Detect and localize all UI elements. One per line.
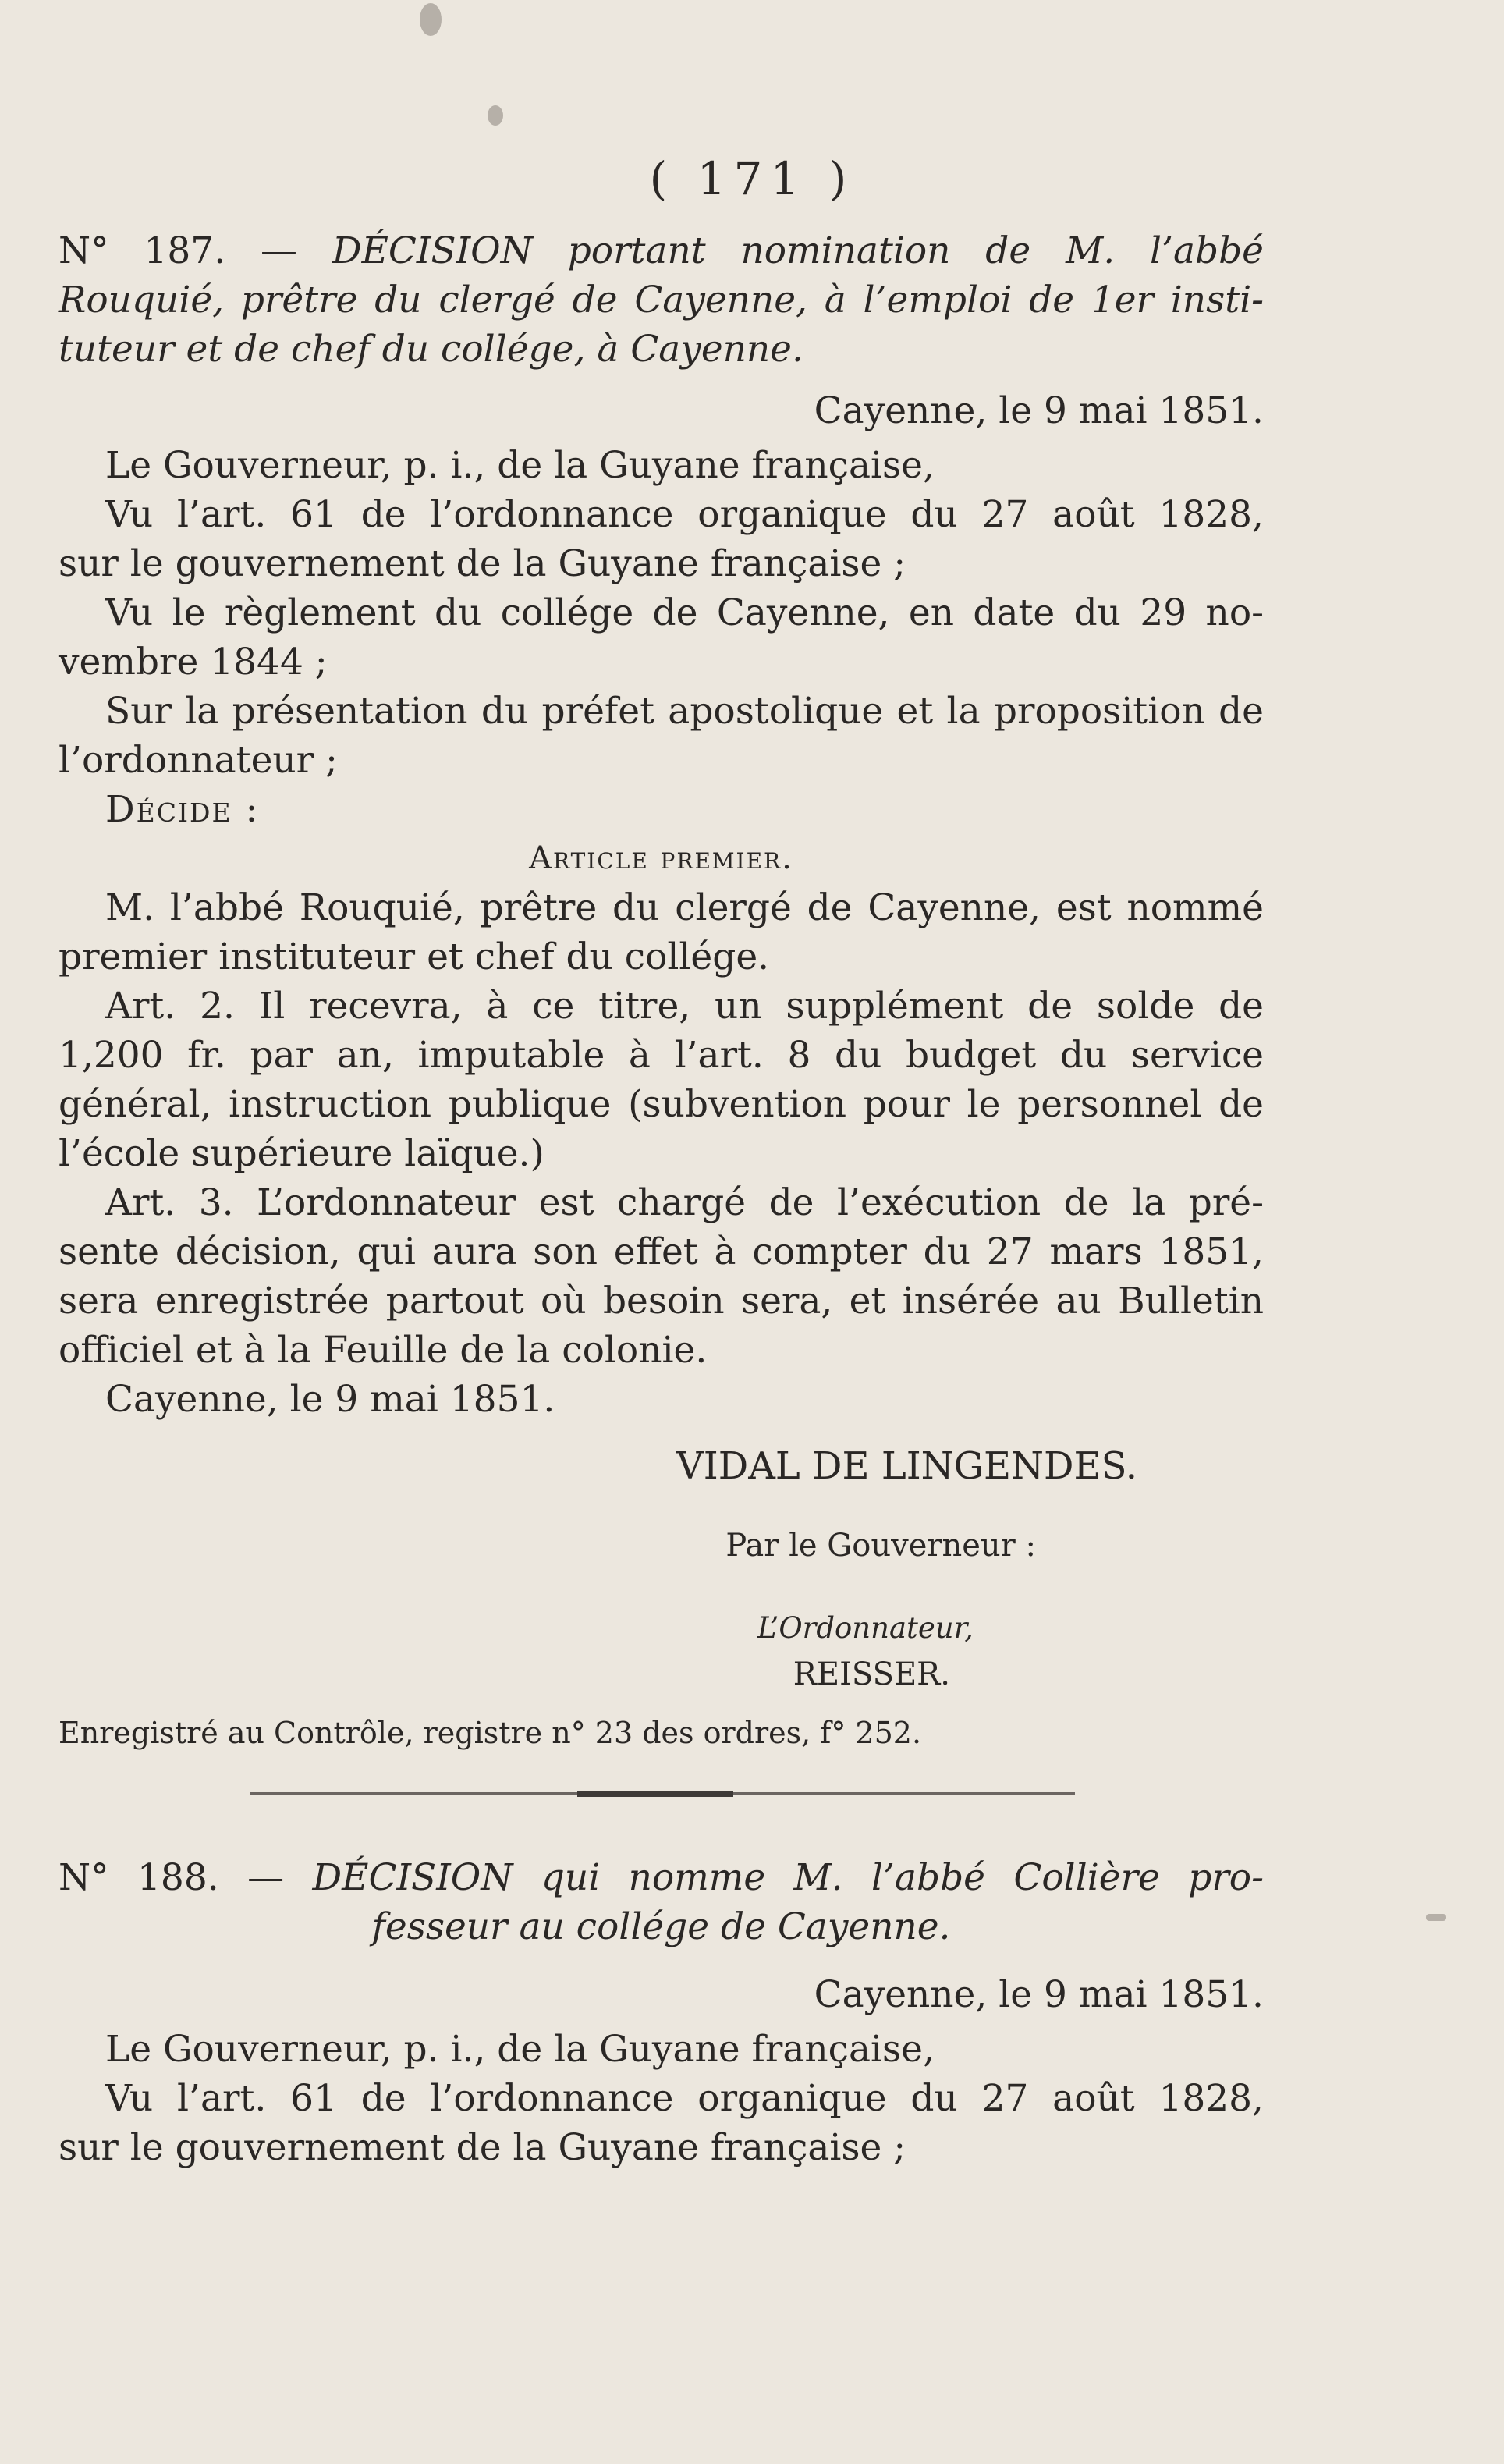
heading-line-1: [59, 1853, 1264, 1902]
article-2-line-3: général, instruction publique (subvention pour le personnel de: [59, 1083, 1264, 1126]
visa-line-1: Vu l’art. 61 de l’ordonnance organique du 27 août 1828,: [105, 493, 1264, 536]
article-1-line-1: M. l’abbé Rouquié, prêtre du clergé de Cayenne, est nommé: [105, 886, 1264, 929]
article-premier-heading: Article premier.: [529, 840, 793, 876]
decide-label: Décide :: [105, 788, 260, 831]
closing-date: Cayenne, le 9 mai 1851.: [105, 1378, 555, 1421]
article-2-line-2: 1,200 fr. par an, imputable à l’art. 8 du budget du service: [59, 1034, 1264, 1077]
article-3-line-1: Art. 3. L’ordonnateur est chargé de l’exécution de la pré-: [105, 1181, 1264, 1224]
page-number: ( 171 ): [649, 152, 855, 205]
article-3-line-2: sente décision, qui aura son effet à compter du 27 mars 1851,: [59, 1230, 1264, 1273]
section-divider: [250, 1792, 1075, 1795]
place-date: Cayenne, le 9 mai 1851.: [814, 1973, 1264, 2016]
heading-line-3: tuteur et de chef du collége, à Cayenne.: [59, 328, 803, 371]
visa-line-2: sur le gouvernement de la Guyane française ;: [59, 2126, 906, 2169]
ordonnateur-title: L’Ordonnateur,: [757, 1611, 974, 1645]
place-date: Cayenne, le 9 mai 1851.: [814, 389, 1264, 432]
decision-number: N° 187. —: [59, 229, 298, 272]
paper-speck: [1426, 1914, 1446, 1921]
article-2-line-4: l’école supérieure laïque.): [59, 1132, 544, 1175]
heading-line-2: Rouquié, prêtre du clergé de Cayenne, à l’emploi de 1er insti-: [59, 279, 1264, 321]
visa-line-2: sur le gouvernement de la Guyane française ;: [59, 542, 906, 585]
decision-title: DÉCISION portant nomination de M. l’abbé: [332, 229, 1264, 272]
decision-187-heading: [59, 226, 1264, 374]
paper-speck: [420, 3, 442, 36]
decision-number: N° 188. —: [59, 1856, 285, 1899]
visa-line-1: Vu l’art. 61 de l’ordonnance organique du 27 août 1828,: [105, 2077, 1264, 2120]
heading-line-2: fesseur au collége de Cayenne.: [371, 1905, 951, 1948]
preamble-governor: Le Gouverneur, p. i., de la Guyane française,: [105, 2028, 935, 2071]
paper-speck: [488, 105, 503, 126]
heading-line-1: [59, 226, 1264, 275]
visa-line-5: Sur la présentation du préfet apostolique et la proposition de: [105, 690, 1264, 733]
article-1-line-2: premier instituteur et chef du collége.: [59, 936, 770, 978]
ordonnateur-name: REISSER.: [793, 1656, 950, 1692]
visa-line-3: Vu le règlement du collége de Cayenne, en date du 29 no-: [105, 591, 1264, 634]
preamble-governor: Le Gouverneur, p. i., de la Guyane française,: [105, 444, 935, 487]
visa-line-4: vembre 1844 ;: [59, 641, 328, 683]
article-3-line-3: sera enregistrée partout où besoin sera, et insérée au Bulletin: [59, 1280, 1264, 1323]
signatory: VIDAL DE LINGENDES.: [676, 1444, 1137, 1488]
enregistrement-note: Enregistré au Contrôle, registre n° 23 des ordres, f° 252.: [59, 1716, 922, 1750]
visa-line-6: l’ordonnateur ;: [59, 739, 338, 782]
decision-188-body: [59, 2025, 1264, 2172]
article-3-line-4: officiel et à la Feuille de la colonie.: [59, 1329, 708, 1372]
article-2-line-1: Art. 2. Il recevra, à ce titre, un supplément de solde de: [105, 985, 1264, 1028]
par-le-gouverneur: Par le Gouverneur :: [725, 1528, 1036, 1564]
decision-188-heading: [59, 1853, 1264, 1951]
decision-187-body: [59, 441, 1264, 1424]
decision-title: DÉCISION qui nomme M. l’abbé Collière pro-: [312, 1856, 1264, 1899]
